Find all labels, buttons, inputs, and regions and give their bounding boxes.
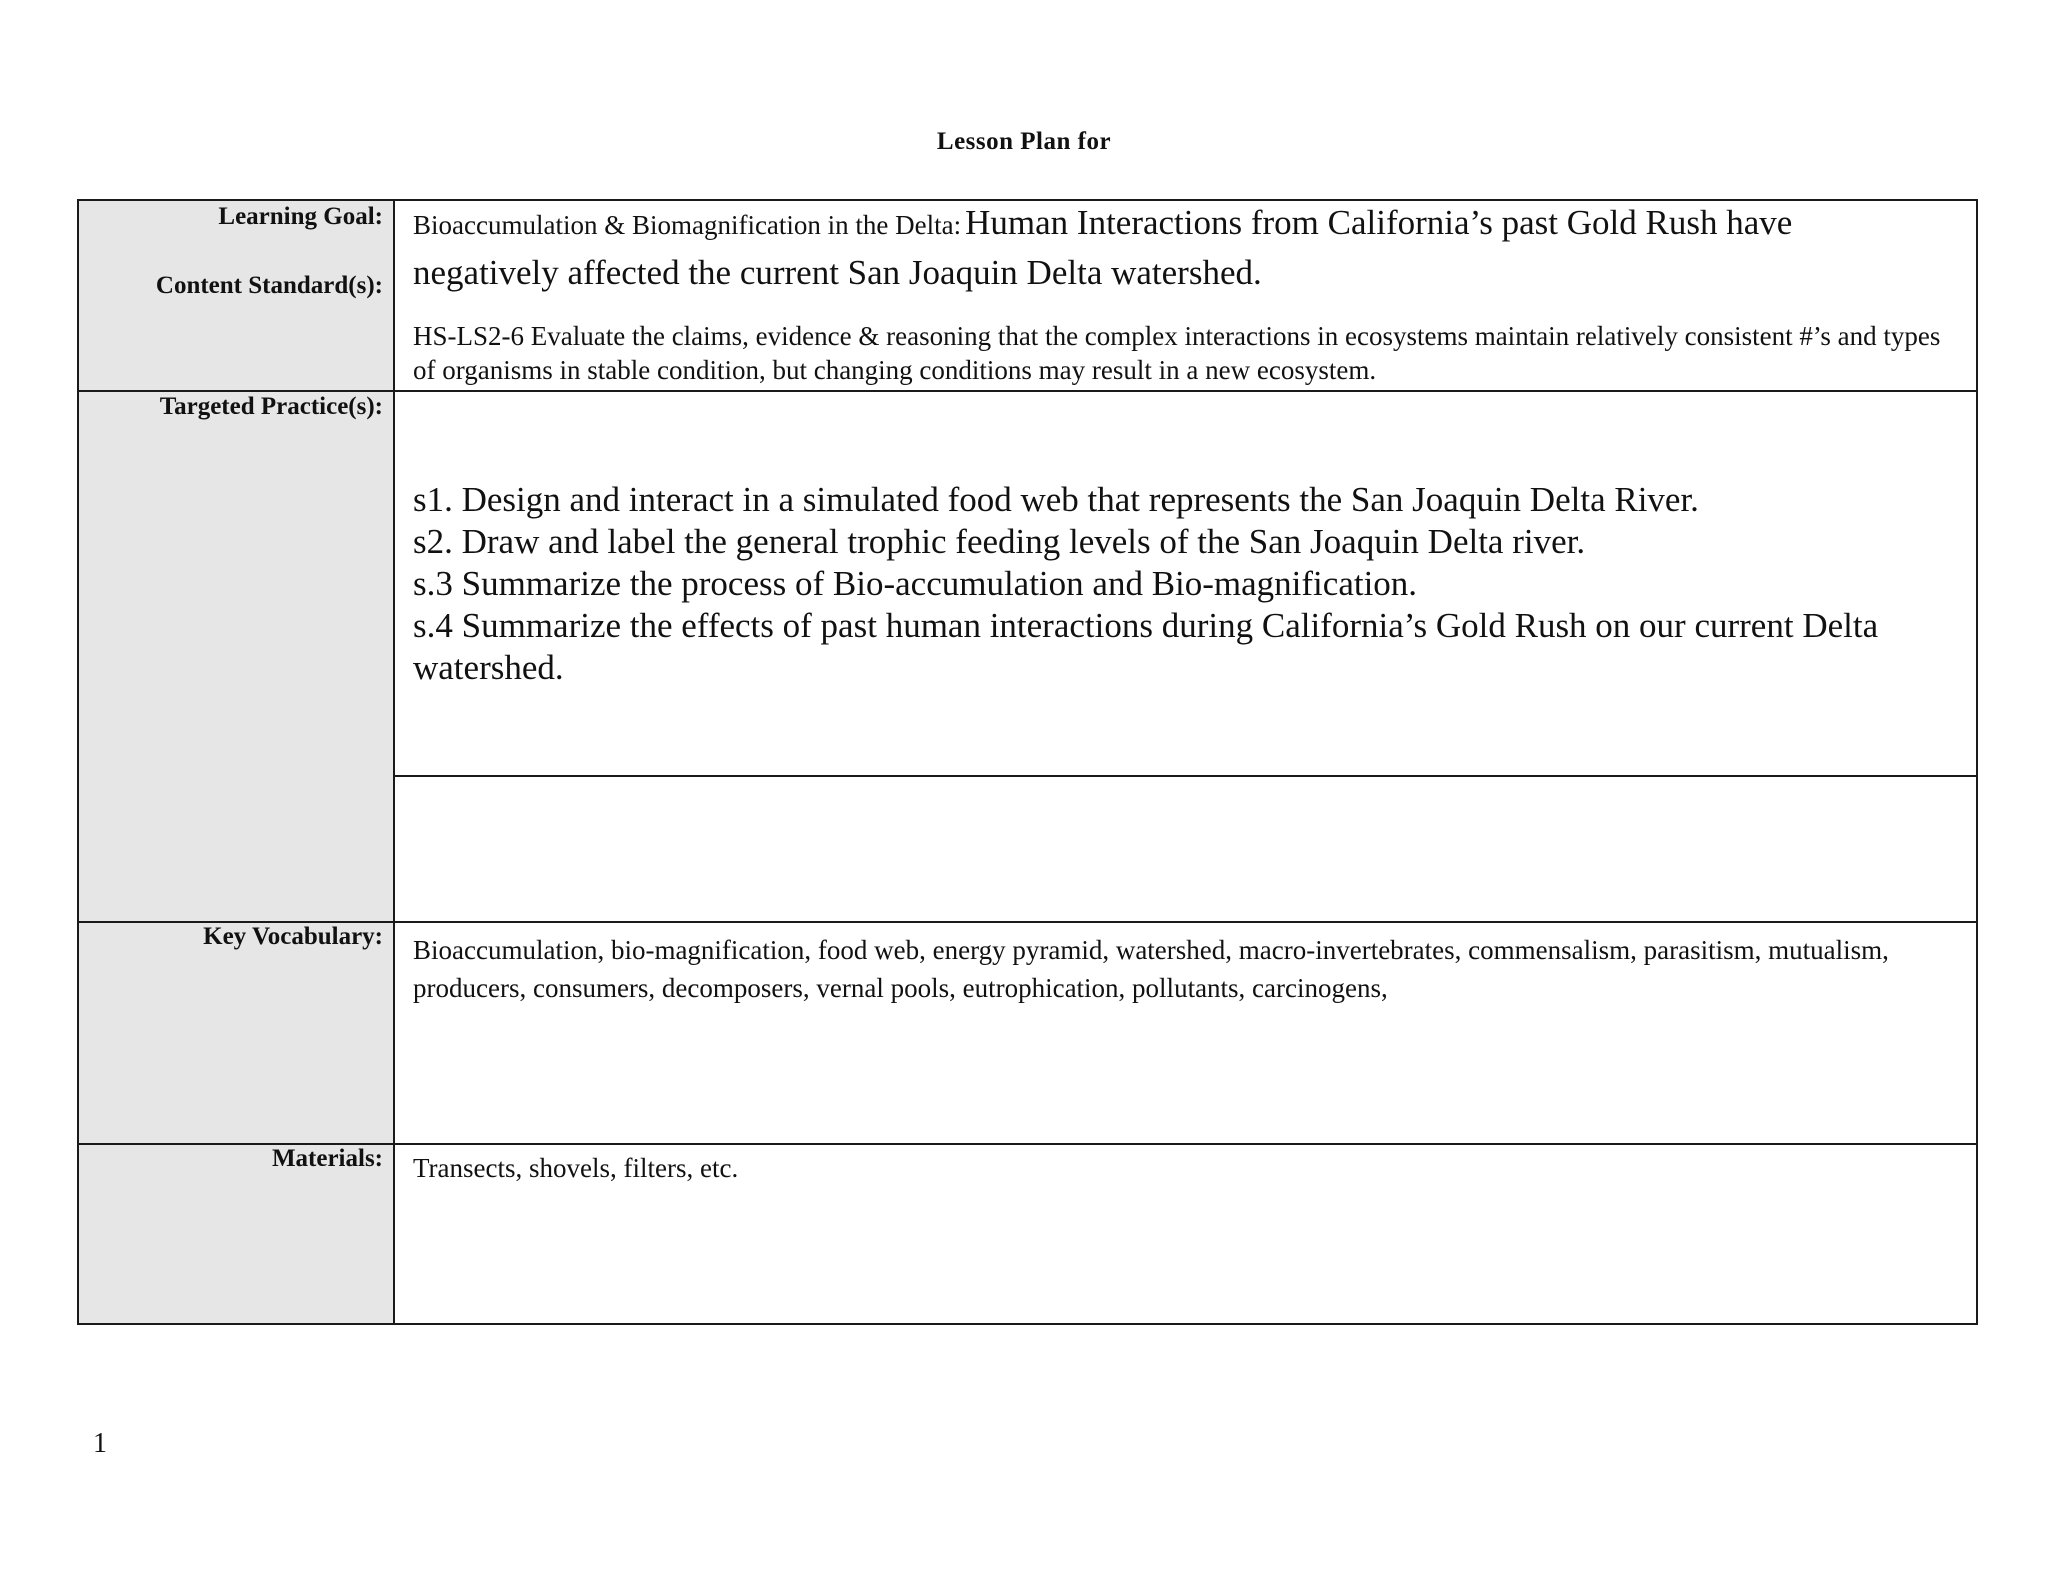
row-divider-goal xyxy=(79,390,1976,392)
lesson-plan-table xyxy=(77,199,1978,1325)
page-title: Lesson Plan for xyxy=(936,128,1112,155)
learning-goal-lead: Bioaccumulation & Biomagnification in the Delta: xyxy=(413,210,962,240)
practice-item: s.3 Summarize the process of Bio-accumulation and Bio-magnification. xyxy=(413,564,1418,603)
page-number: 1 xyxy=(93,1428,107,1459)
targeted-practices-list xyxy=(413,479,1946,689)
row-divider-practice-inner xyxy=(395,775,1976,777)
learning-goal-main: Human Interactions from California’s past Gold Rush have negatively affected the current San Joaquin Delta watershed. xyxy=(413,203,1793,292)
key-vocabulary-text: Bioaccumulation, bio-magnification, food web, energy pyramid, watershed, macro-invertebrates, commensalism, parasitism, mutualism, producers, consumers, decomposers, vernal pools, eutrophication, pollutants, carcinogens, xyxy=(413,935,1889,1003)
practice-item: s2. Draw and label the general trophic feeding levels of the San Joaquin Delta river. xyxy=(413,522,1586,561)
materials-label: Materials: xyxy=(271,1145,383,1172)
content-standards-label: Content Standard(s): xyxy=(155,272,383,299)
learning-goal-label: Learning Goal: xyxy=(218,203,383,230)
learning-goal-text xyxy=(413,201,1946,301)
practice-item: s1. Design and interact in a simulated food web that represents the San Joaquin Delta River. xyxy=(413,480,1699,519)
targeted-practices-label: Targeted Practice(s): xyxy=(159,393,383,420)
content-standard-text: HS-LS2-6 Evaluate the claims, evidence & reasoning that the complex interactions in ecosystems maintain relatively consistent #’s and types of organisms in stable condition, but changing conditions may result in a new ecosystem. xyxy=(413,321,1941,385)
practice-item: s.4 Summarize the effects of past human interactions during California’s Gold Rush on our current Delta watershed. xyxy=(413,606,1879,687)
key-vocabulary-label: Key Vocabulary: xyxy=(203,923,383,950)
materials-text: Transects, shovels, filters, etc. xyxy=(413,1153,739,1183)
